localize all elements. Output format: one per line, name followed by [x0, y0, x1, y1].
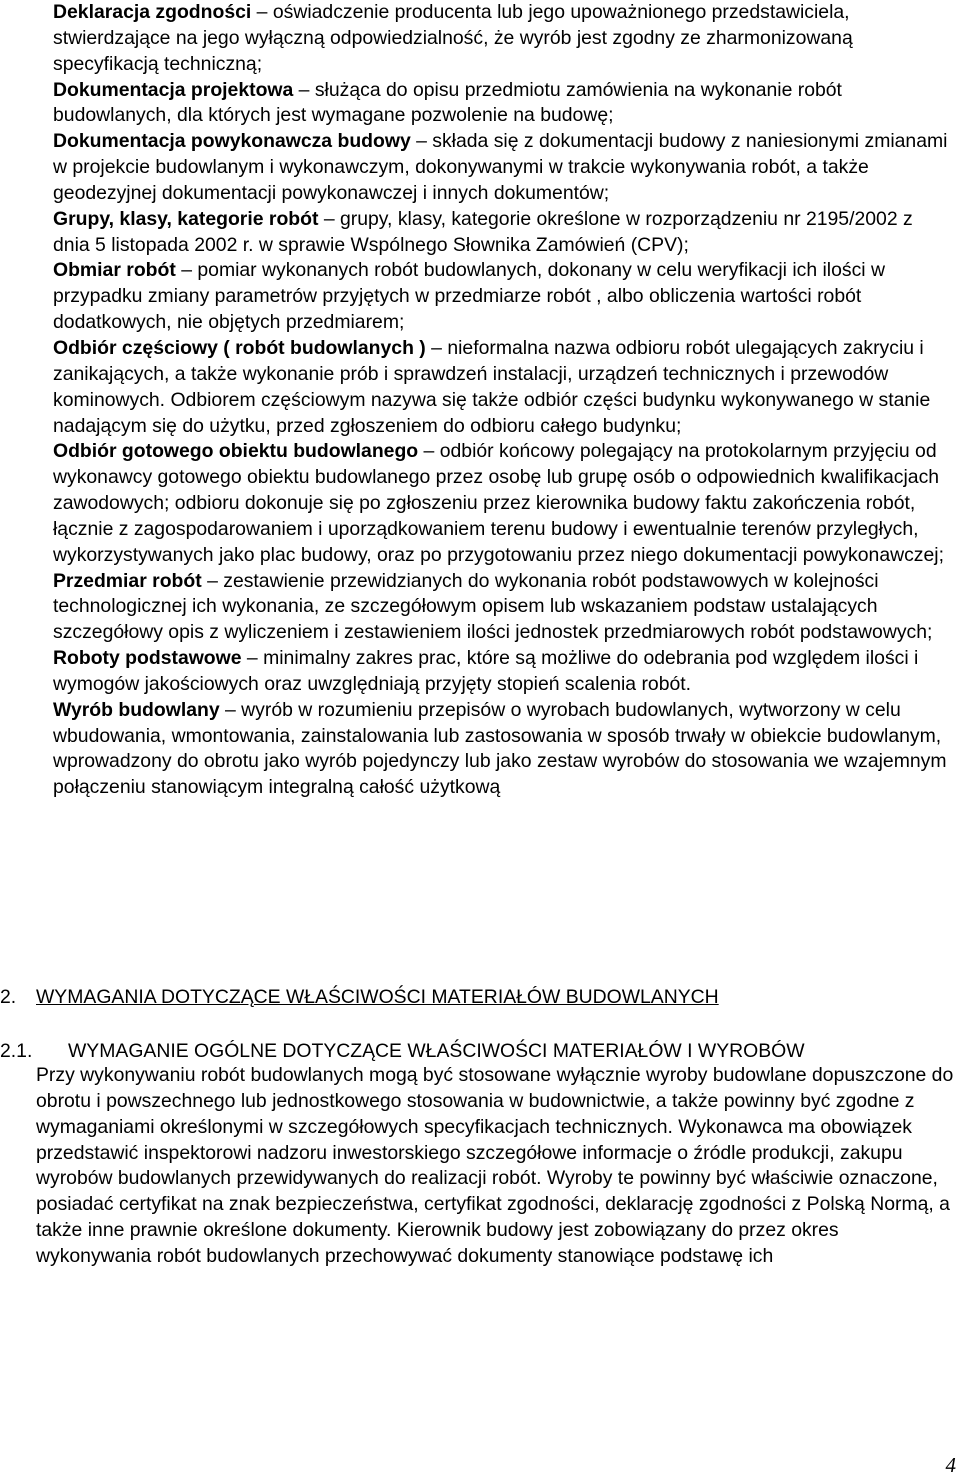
definition-term: Deklaracja zgodności — [53, 1, 252, 23]
definition-item — [53, 0, 953, 78]
section-heading — [0, 984, 719, 1010]
definition-term: Przedmiar robót — [53, 569, 202, 592]
definition-text: – oświadczenie producenta lub jego upoważnionego przedstawiciela, stwierdzające na jego wyłączną odpowiedzialność, że wyrób jest zgodny ze zharmonizowaną specyfikacją techniczną; — [53, 1, 853, 75]
definition-text: – minimalny zakres prac, które są możliwe do odebrania pod względem ilości i wymogów jakościowych oraz uwzględniają przyjęty stopień scalenia robót. — [53, 647, 919, 695]
definition-term: Roboty podstawowe — [53, 647, 242, 670]
definitions-list — [53, 0, 953, 801]
section-title: WYMAGANIA DOTYCZĄCE WŁAŚCIWOŚCI MATERIAŁÓW BUDOWLANYCH — [36, 986, 719, 1008]
definition-item — [53, 439, 953, 568]
subsection-paragraph: Przy wykonywaniu robót budowlanych mogą być stosowane wyłącznie wyroby budowlane dopuszczone do obrotu i powszechnego lub jednostkowego stosowania w budownictwie, a także powinny być zgodne z wymaganiami określonymi w szczegółowych specyfikacjach technicznych. Wykonawca ma obowiązek przedstawić inspektorowi nadzoru inwestorskiego szczegółowe informacje o źródle produkcji, zakupu wyrobów budowlanych przewidywanych do realizacji robót. Wyroby te powinny być właściwie oznaczone, posiadać certyfikat na znak bezpieczeństwa, certyfikat zgodności, deklarację zgodności z Polską Normą, a także inne prawnie określone dokumenty. Kierownik budowy jest zobowiązany do przez okres wykonywania robót budowlanych przechowywać dokumenty stanowiące podstawę ich — [36, 1064, 954, 1267]
subsection-heading — [0, 1038, 805, 1064]
definition-term: Dokumentacja powykonawcza budowy — [53, 130, 411, 153]
section-number: 2. — [0, 986, 17, 1008]
definition-text: – pomiar wykonanych robót budowlanych, dokonany w celu weryfikacji ich ilości w przypadku zmiany parametrów przyjętych w przedmiarze robót , albo obliczenia wartości robót dodatkowych, nie objętych przedmiarem; — [53, 259, 885, 334]
definition-text: – wyrób w rozumieniu przepisów o wyrobach budowlanych, wytworzony w celu wbudowania, wmontowania, zainstalowania lub zastosowania w sposób trwały w obiekcie budowlanym, wprowadzony do obrotu jako wyrób pojedynczy lub jako zestaw wyrobów do stosowania we wzajemnym połączeniu stanowiącym integralną całość użytkową — [53, 698, 947, 799]
definition-item — [53, 78, 953, 130]
definition-term: Odbiór gotowego obiektu budowlanego — [53, 440, 419, 463]
definition-text: – nieformalna nazwa odbioru robót ulegających zakryciu i zanikających, a także wykonanie prób i sprawdzeń instalacji, urządzeń technicznych i przewodów kominowych. Odbiorem częściowym nazywa się także odbiór części budynku wykonywanego w stanie nadającym się do użytku, przed zgłoszeniem do odbioru całego budynku; — [53, 336, 931, 437]
definition-term: Obmiar robót — [53, 259, 176, 282]
definition-item — [53, 569, 953, 647]
definition-text: – służąca do opisu przedmiotu zamówienia na wykonanie robót budowlanych, dla których jest wymagane pozwolenie na budowę; — [53, 78, 842, 127]
page-number: 4 — [945, 1453, 956, 1477]
definition-text: – zestawienie przewidzianych do wykonania robót podstawowych w kolejności technologicznej ich wykonania, ze szczegółowym opisem lub wskazaniem podstaw ustalających szczegółowy opis z wyliczeniem i zestawieniem ilości jednostek przedmiarowych robót podstawowych; — [53, 569, 933, 644]
subsection-title: WYMAGANIE OGÓLNE DOTYCZĄCE WŁAŚCIWOŚCI MATERIAŁÓW I WYROBÓW — [68, 1040, 805, 1062]
definition-item — [53, 698, 953, 801]
subsection-number: 2.1. — [0, 1040, 33, 1062]
definition-term: Odbiór częściowy ( robót budowlanych ) — [53, 336, 426, 359]
definition-term: Dokumentacja projektowa — [53, 78, 294, 101]
definition-item — [53, 207, 953, 259]
definition-item — [53, 258, 953, 336]
definition-text: – składa się z dokumentacji budowy z naniesionymi zmianami w projekcie budowlanym i wykonawczym, dokonywanymi w trakcie wykonywania robót, a także geodezyjnej dokumentacji powykonawczej i innych dokumentów; — [53, 130, 948, 204]
definition-text: – odbiór końcowy polegający na protokolarnym przyjęciu od wykonawcy gotowego obiektu budowlanego przez osobę lub grupę osób o odpowiednich kwalifikacjach zawodowych; odbioru dokonuje się po zgłoszeniu przez kierownika budowy faktu zakończenia robót, łącznie z zagospodarowaniem i uporządkowaniem terenu budowy i ewentualnie terenów przyległych, wykorzystywanych jako plac budowy, oraz po przygotowaniu przez niego dokumentacji powykonawczej; — [53, 440, 944, 566]
definition-term: Wyrób budowlany — [53, 698, 220, 721]
definition-item — [53, 646, 953, 698]
definition-text: – grupy, klasy, kategorie określone w rozporządzeniu nr 2195/2002 z dnia 5 listopada 2002 r. w sprawie Wspólnego Słownika Zamówień (CPV); — [53, 207, 913, 256]
definition-term: Grupy, klasy, kategorie robót — [53, 207, 319, 230]
definition-item — [53, 336, 953, 439]
definition-item — [53, 129, 953, 207]
